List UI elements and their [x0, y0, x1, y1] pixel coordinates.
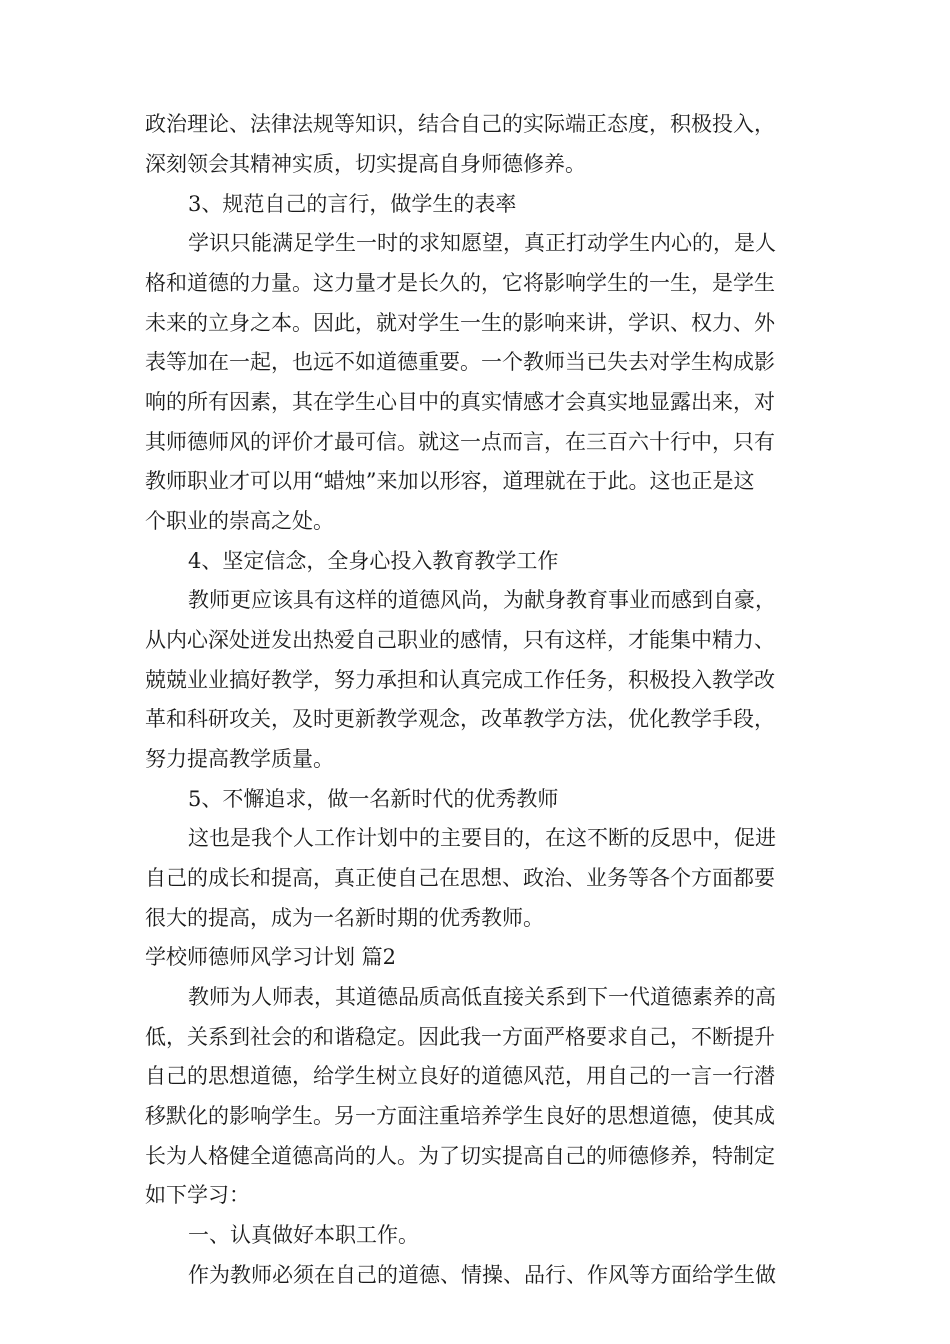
- text-line: 未来的立身之本。因此，就对学生一生的影响来讲，学识、权力、外: [145, 311, 775, 335]
- section-heading: 一、认真做好本职工作。: [188, 1223, 419, 1247]
- text-line: 自己的成长和提高，真正使自己在思想、政治、业务等各个方面都要: [145, 866, 775, 890]
- section-heading: 3、规范自己的言行，做学生的表率: [188, 192, 517, 216]
- text-line: 努力提高教学质量。: [145, 747, 334, 771]
- text-line: 学识只能满足学生一时的求知愿望，真正打动学生内心的，是人: [188, 231, 776, 255]
- text-line: 兢兢业业搞好教学，努力承担和认真完成工作任务，积极投入教学改: [145, 668, 775, 692]
- section-heading: 4、坚定信念，全身心投入教育教学工作: [188, 549, 559, 573]
- text-line: 长为人格健全道德高尚的人。为了切实提高自己的师德修养，特制定: [145, 1144, 775, 1168]
- text-line: 从内心深处迸发出热爱自己职业的感情，只有这样，才能集中精力、: [145, 628, 775, 652]
- text-line: 如下学习：: [145, 1183, 250, 1207]
- text-line: 教师职业才可以用“蜡烛”来加以形容，道理就在于此。这也正是这: [145, 469, 755, 493]
- text-line: 深刻领会其精神实质，切实提高自身师德修养。: [145, 152, 586, 176]
- text-line: 格和道德的力量。这力量才是长久的，它将影响学生的一生，是学生: [145, 271, 775, 295]
- text-line: 作为教师必须在自己的道德、情操、品行、作风等方面给学生做: [188, 1263, 776, 1287]
- text-line: 自己的思想道德，给学生树立良好的道德风范，用自己的一言一行潜: [145, 1064, 775, 1088]
- text-line: 这也是我个人工作计划中的主要目的，在这不断的反思中，促进: [188, 826, 776, 850]
- text-line: 移默化的影响学生。另一方面注重培养学生良好的思想道德，使其成: [145, 1104, 775, 1128]
- section-heading: 5、不懈追求，做一名新时代的优秀教师: [188, 787, 559, 811]
- text-line: 低，关系到社会的和谐稳定。因此我一方面严格要求自己，不断提升: [145, 1025, 775, 1049]
- text-line: 其师德师风的评价才最可信。就这一点而言，在三百六十行中，只有: [145, 430, 775, 454]
- article-title: 学校师德师风学习计划 篇2: [145, 945, 397, 969]
- text-line: 教师更应该具有这样的道德风尚，为献身教育事业而感到自豪，: [188, 588, 776, 612]
- text-line: 政治理论、法律法规等知识，结合自己的实际端正态度，积极投入，: [145, 112, 775, 136]
- text-line: 革和科研攻关，及时更新教学观念，改革教学方法，优化教学手段，: [145, 707, 775, 731]
- text-line: 表等加在一起，也远不如道德重要。一个教师当已失去对学生构成影: [145, 350, 775, 374]
- text-line: 教师为人师表，其道德品质高低直接关系到下一代道德素养的高: [188, 985, 776, 1009]
- text-line: 个职业的崇高之处。: [145, 509, 334, 533]
- text-line: 响的所有因素，其在学生心目中的真实情感才会真实地显露出来，对: [145, 390, 775, 414]
- text-line: 很大的提高，成为一名新时期的优秀教师。: [145, 906, 544, 930]
